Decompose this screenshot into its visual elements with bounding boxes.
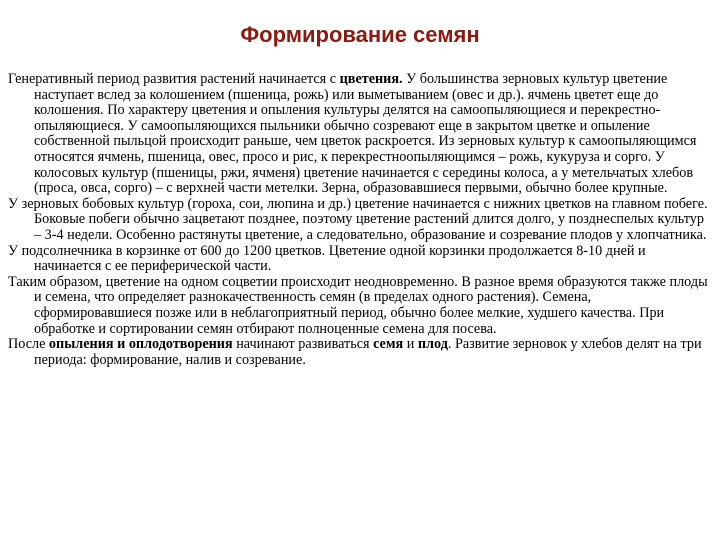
- paragraph-text: и: [403, 336, 418, 353]
- paragraph-text: У большинства зерновых культур цветение наступает вслед за колошением (пшеница, рожь) или выметыванием (овес и др.). ячмень цветет еще до колошения. По характеру цветения и опыления культуры делятся на самоопыляющиеся и перекрестно-опыляющиеся. У самоопыляющихся пыльники обычно созревают еще в закрытом цветке и опыление собственной пыльцой происходит раньше, чем цветок раскроется. Из зерновых культур к самоопыляющимся относятся ячмень, пшеница, овес, просо и рис, к перекрестноопыляющимся – рожь, кукуруза и сорго. У колосовых культур (пшеницы, ржи, ячменя) цветение начинается с середины колоса, а у метельчатых хлебов (проса, овса, сорго) – с верхней части метелки. Зерна, образовавшиеся первыми, обычно более крупные.: [34, 71, 697, 197]
- paragraph-sunflower: У подсолнечника в корзинке от 600 до 1200 цветков. Цветение одной корзинки продолжается 8-10 дней и начинается с ее периферической части.: [8, 242, 646, 275]
- paragraph-text: После: [8, 336, 49, 353]
- paragraph-legumes: У зерновых бобовых культур (гороха, сои, люпина и др.) цветение начинается с нижних цветков на главном побеге. Боковые побеги обычно зацветают позднее, поэтому цветение растений длится долго, у позднеспелых культур – 3-4 недели. Особенно растянуты цветение, а следовательно, образование и созревание плодов у хлопчатника.: [8, 195, 708, 243]
- paragraph-text: начинают развиваться: [232, 336, 374, 353]
- bold-term-pollination: опыления и оплодотворения: [48, 336, 233, 353]
- slide-title: Формирование семян: [240, 22, 480, 47]
- bold-term-seed: семя: [373, 336, 404, 353]
- slide-body: [8, 72, 708, 368]
- bold-term-fruit: плод: [417, 336, 448, 353]
- paragraph-text: . Развитие зерновок у хлебов делят на три периода: формирование, налив и созревание.: [34, 336, 702, 368]
- paragraph-flowering: [8, 72, 708, 197]
- paragraph-fertilization: [8, 337, 708, 368]
- paragraph-conclusion: Таким образом, цветение на одном соцветии происходит неодновременно. В разное время образуются также плоды и семена, что определяет разнокачественность семян (в пределах одного растения). Семена, сформировавшиеся позже или в неблагоприятный период, обычно более мелкие, худшего качества. При обработке и сортировании семян отбирают полноценные семена для посева.: [8, 273, 708, 337]
- bold-term-flowering: цветения.: [339, 71, 403, 87]
- paragraph-text: Генеративный период развития растений начинается с: [8, 71, 340, 87]
